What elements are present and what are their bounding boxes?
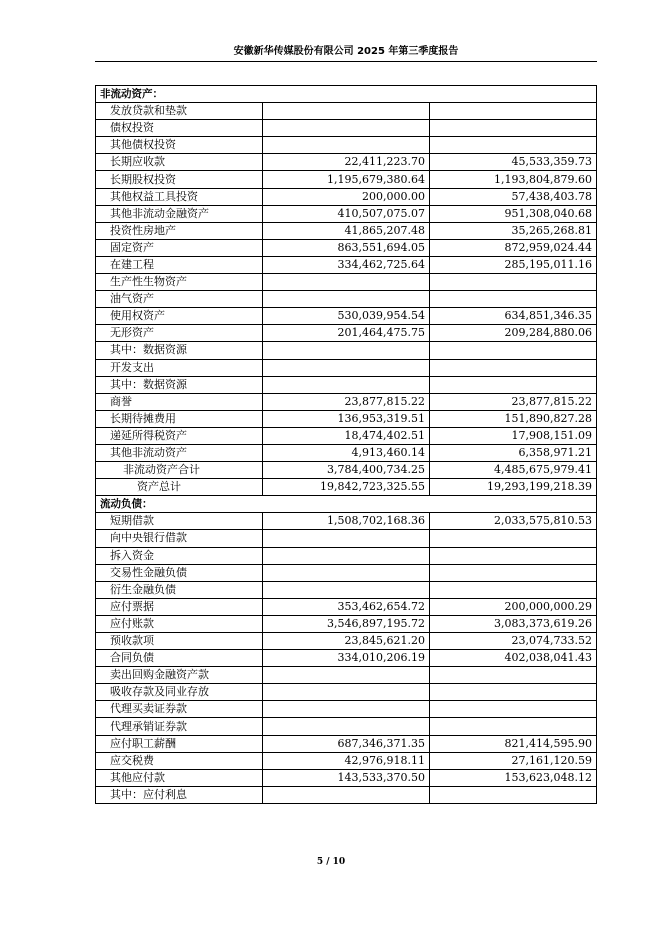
- row-label: 应付职工薪酬: [96, 735, 263, 752]
- table-row: [96, 462, 597, 479]
- prior-period-value: [430, 137, 597, 154]
- row-label: 其他债权投资: [96, 137, 263, 154]
- prior-period-value: 821,414,595.90: [430, 735, 597, 752]
- row-label: 应交税费: [96, 752, 263, 769]
- prior-period-value: 634,851,346.35: [430, 308, 597, 325]
- row-label: 无形资产: [96, 325, 263, 342]
- current-period-value: 1,508,702,168.36: [263, 513, 430, 530]
- table-row: [96, 154, 597, 171]
- current-period-value: [263, 701, 430, 718]
- table-row: [96, 188, 597, 205]
- prior-period-value: 872,959,024.44: [430, 239, 597, 256]
- table-row: [96, 256, 597, 273]
- row-label: 拆入资金: [96, 547, 263, 564]
- prior-period-value: [430, 291, 597, 308]
- table-row: [96, 291, 597, 308]
- current-period-value: [263, 103, 430, 120]
- prior-period-value: 4,485,675,979.41: [430, 462, 597, 479]
- row-label: 固定资产: [96, 239, 263, 256]
- current-period-value: 201,464,475.75: [263, 325, 430, 342]
- row-label: 非流动资产合计: [96, 462, 263, 479]
- prior-period-value: [430, 547, 597, 564]
- current-period-value: [263, 718, 430, 735]
- prior-period-value: 1,193,804,879.60: [430, 171, 597, 188]
- table-row: [96, 615, 597, 632]
- table-row: [96, 530, 597, 547]
- prior-period-value: [430, 103, 597, 120]
- prior-period-value: [430, 786, 597, 803]
- table-row: [96, 410, 597, 427]
- section-title: 非流动资产：: [96, 86, 597, 103]
- row-label: 债权投资: [96, 120, 263, 137]
- row-label: 长期应收款: [96, 154, 263, 171]
- current-period-value: 3,784,400,734.25: [263, 462, 430, 479]
- current-period-value: [263, 786, 430, 803]
- prior-period-value: 3,083,373,619.26: [430, 615, 597, 632]
- row-label: 开发支出: [96, 359, 263, 376]
- prior-period-value: 153,623,048.12: [430, 769, 597, 786]
- current-period-value: [263, 581, 430, 598]
- current-period-value: [263, 530, 430, 547]
- row-label: 其他非流动资产: [96, 444, 263, 461]
- prior-period-value: [430, 530, 597, 547]
- prior-period-value: 209,284,880.06: [430, 325, 597, 342]
- row-label: 生产性生物资产: [96, 274, 263, 291]
- current-period-value: 143,533,370.50: [263, 769, 430, 786]
- table-row: [96, 444, 597, 461]
- current-period-value: 23,845,621.20: [263, 633, 430, 650]
- row-label: 商誉: [96, 393, 263, 410]
- row-label: 其他应付款: [96, 769, 263, 786]
- row-label: 向中央银行借款: [96, 530, 263, 547]
- row-label: 应付账款: [96, 615, 263, 632]
- row-label: 资产总计: [96, 479, 263, 496]
- current-period-value: 136,953,319.51: [263, 410, 430, 427]
- current-period-value: [263, 667, 430, 684]
- current-period-value: [263, 376, 430, 393]
- row-label: 其中：数据资源: [96, 342, 263, 359]
- current-period-value: 19,842,723,325.55: [263, 479, 430, 496]
- row-label: 在建工程: [96, 256, 263, 273]
- balance-sheet-table: [95, 85, 597, 804]
- table-row: [96, 325, 597, 342]
- section-header-row: [96, 496, 597, 513]
- current-period-value: [263, 120, 430, 137]
- current-period-value: [263, 274, 430, 291]
- table-row: [96, 684, 597, 701]
- row-label: 其他非流动金融资产: [96, 205, 263, 222]
- prior-period-value: 19,293,199,218.39: [430, 479, 597, 496]
- table-row: [96, 376, 597, 393]
- prior-period-value: [430, 120, 597, 137]
- table-row: [96, 547, 597, 564]
- table-row: [96, 701, 597, 718]
- prior-period-value: [430, 718, 597, 735]
- prior-period-value: 402,038,041.43: [430, 650, 597, 667]
- prior-period-value: 200,000,000.29: [430, 598, 597, 615]
- header-divider: [95, 61, 597, 62]
- table-row: [96, 650, 597, 667]
- current-period-value: 353,462,654.72: [263, 598, 430, 615]
- table-row: [96, 718, 597, 735]
- prior-period-value: [430, 564, 597, 581]
- prior-period-value: 27,161,120.59: [430, 752, 597, 769]
- table-row: [96, 598, 597, 615]
- table-row: [96, 359, 597, 376]
- table-row: [96, 274, 597, 291]
- row-label: 吸收存款及同业存放: [96, 684, 263, 701]
- row-label: 其他权益工具投资: [96, 188, 263, 205]
- table-row: [96, 222, 597, 239]
- section-title: 流动负债：: [96, 496, 597, 513]
- current-period-value: [263, 359, 430, 376]
- row-label: 短期借款: [96, 513, 263, 530]
- row-label: 衍生金融负债: [96, 581, 263, 598]
- prior-period-value: 151,890,827.28: [430, 410, 597, 427]
- table-row: [96, 205, 597, 222]
- prior-period-value: 285,195,011.16: [430, 256, 597, 273]
- table-row: [96, 786, 597, 803]
- row-label: 发放贷款和垫款: [96, 103, 263, 120]
- row-label: 使用权资产: [96, 308, 263, 325]
- table-row: [96, 427, 597, 444]
- current-period-value: 1,195,679,380.64: [263, 171, 430, 188]
- table-row: [96, 667, 597, 684]
- current-period-value: [263, 547, 430, 564]
- row-label: 其中：应付利息: [96, 786, 263, 803]
- prior-period-value: [430, 359, 597, 376]
- current-period-value: [263, 564, 430, 581]
- table-row: [96, 120, 597, 137]
- row-label: 其中：数据资源: [96, 376, 263, 393]
- current-period-value: [263, 291, 430, 308]
- current-period-value: 4,913,460.14: [263, 444, 430, 461]
- current-period-value: 410,507,075.07: [263, 205, 430, 222]
- current-period-value: [263, 342, 430, 359]
- prior-period-value: 35,265,268.81: [430, 222, 597, 239]
- table-row: [96, 308, 597, 325]
- row-label: 递延所得税资产: [96, 427, 263, 444]
- table-row: [96, 564, 597, 581]
- current-period-value: 530,039,954.54: [263, 308, 430, 325]
- table-row: [96, 769, 597, 786]
- row-label: 代理承销证券款: [96, 718, 263, 735]
- prior-period-value: [430, 684, 597, 701]
- current-period-value: 334,010,206.19: [263, 650, 430, 667]
- row-label: 代理买卖证券款: [96, 701, 263, 718]
- row-label: 油气资产: [96, 291, 263, 308]
- row-label: 交易性金融负债: [96, 564, 263, 581]
- row-label: 投资性房地产: [96, 222, 263, 239]
- prior-period-value: [430, 701, 597, 718]
- row-label: 卖出回购金融资产款: [96, 667, 263, 684]
- row-label: 长期待摊费用: [96, 410, 263, 427]
- prior-period-value: [430, 581, 597, 598]
- table-row: [96, 513, 597, 530]
- table-row: [96, 239, 597, 256]
- row-label: 长期股权投资: [96, 171, 263, 188]
- current-period-value: 687,346,371.35: [263, 735, 430, 752]
- table-row: [96, 633, 597, 650]
- table-row: [96, 137, 597, 154]
- prior-period-value: 17,908,151.09: [430, 427, 597, 444]
- current-period-value: 200,000.00: [263, 188, 430, 205]
- prior-period-value: [430, 342, 597, 359]
- prior-period-value: 2,033,575,810.53: [430, 513, 597, 530]
- row-label: 应付票据: [96, 598, 263, 615]
- table-row: [96, 103, 597, 120]
- current-period-value: 41,865,207.48: [263, 222, 430, 239]
- current-period-value: [263, 137, 430, 154]
- prior-period-value: 57,438,403.78: [430, 188, 597, 205]
- current-period-value: 18,474,402.51: [263, 427, 430, 444]
- current-period-value: 22,411,223.70: [263, 154, 430, 171]
- table-row: [96, 479, 597, 496]
- table-row: [96, 752, 597, 769]
- table-row: [96, 393, 597, 410]
- current-period-value: [263, 684, 430, 701]
- table-row: [96, 171, 597, 188]
- table-row: [96, 735, 597, 752]
- prior-period-value: 951,308,040.68: [430, 205, 597, 222]
- page-number: 5 / 10: [316, 857, 346, 867]
- current-period-value: 334,462,725.64: [263, 256, 430, 273]
- current-period-value: 3,546,897,195.72: [263, 615, 430, 632]
- balance-sheet-body: [96, 86, 597, 804]
- prior-period-value: [430, 667, 597, 684]
- table-row: [96, 342, 597, 359]
- prior-period-value: 23,877,815.22: [430, 393, 597, 410]
- prior-period-value: [430, 376, 597, 393]
- page-header-title: 安徽新华传媒股份有限公司 2025 年第三季度报告: [233, 46, 459, 57]
- current-period-value: 23,877,815.22: [263, 393, 430, 410]
- section-header-row: [96, 86, 597, 103]
- prior-period-value: 6,358,971.21: [430, 444, 597, 461]
- table-row: [96, 581, 597, 598]
- prior-period-value: [430, 274, 597, 291]
- prior-period-value: 45,533,359.73: [430, 154, 597, 171]
- current-period-value: 42,976,918.11: [263, 752, 430, 769]
- prior-period-value: 23,074,733.52: [430, 633, 597, 650]
- current-period-value: 863,551,694.05: [263, 239, 430, 256]
- row-label: 合同负债: [96, 650, 263, 667]
- row-label: 预收款项: [96, 633, 263, 650]
